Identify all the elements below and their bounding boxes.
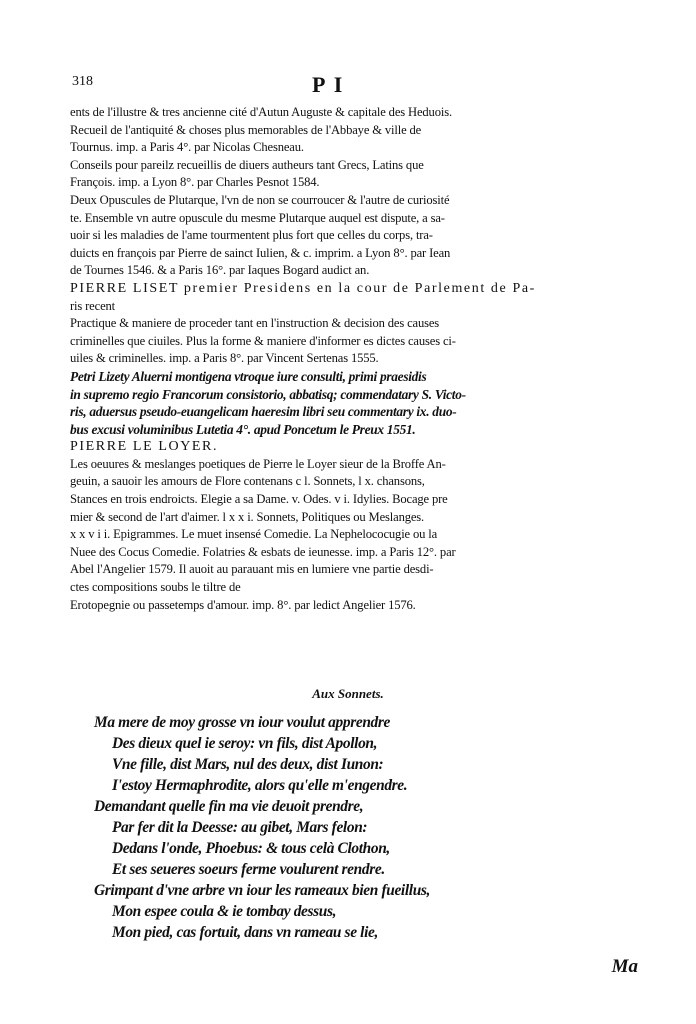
latin-line: in supremo regio Francorum consistorio, abbatisq; commendatary S. Victo- — [70, 386, 466, 402]
latin-line: Petri Lizety Aluerni montigena vtroque iure consulti, primi praesidis — [70, 368, 427, 384]
poem-title: Aux Sonnets. — [312, 686, 384, 701]
poem-line: Grimpant d'vne arbre vn iour les rameaux bien fueillus, — [94, 882, 431, 899]
latin-line: ris, aduersus pseudo-euangelicam haeresim libri seu commentary ix. duo- — [70, 404, 457, 420]
poem-line: I'estoy Hermaphrodite, alors qu'elle m'engendre. — [112, 777, 408, 794]
catchword: Ma — [611, 956, 638, 977]
poem-line: Vne fille, dist Mars, nul des deux, dist Iunon: — [112, 756, 384, 773]
poem-line: Et ses seueres soeurs ferme voulurent rendre. — [112, 861, 385, 878]
poem-block — [88, 712, 568, 943]
poem-line: Dedans l'onde, Phoebus: & tous celà Clothon, — [112, 840, 390, 857]
text-line: Stances en trois endroicts. Elegie a sa Dame. v. Odes. v i. Idylies. Bocage pre — [70, 492, 448, 507]
author-heading-liset: PIERRE LISET premier Presidens en la cour de Parlement de Pa- — [70, 280, 536, 296]
text-line: Les oeuures & meslanges poetiques de Pierre le Loyer sieur de la Broffe An- — [70, 456, 446, 471]
entry-body — [70, 104, 598, 614]
text-line: Conseils pour pareilz recueillis de diuers autheurs tant Grecs, Latins que — [70, 157, 424, 172]
text-line: Nuee des Cocus Comedie. Folatries & esbats de ieunesse. imp. a Paris 12°. par — [70, 544, 456, 559]
section-signature: P I — [312, 72, 345, 97]
text-line: ctes compositions soubs le tiltre de — [70, 580, 241, 595]
liset-entry — [70, 298, 598, 368]
text-line: ents de l'illustre & tres ancienne cité d'Autun Auguste & capitale des Heduois. — [70, 105, 452, 119]
running-header — [72, 74, 632, 100]
poem-line: Ma mere de moy grosse vn iour voulut apprendre — [94, 714, 390, 731]
poem-line: Des dieux quel ie seroy: vn fils, dist Apollon, — [112, 735, 378, 752]
page-number: 318 — [72, 74, 93, 89]
text-line: mier & second de l'art d'aimer. l x x i. Sonnets, Politiques ou Meslanges. — [70, 509, 425, 524]
text-line: Abel l'Angelier 1579. Il auoit au parauant mis en lumiere vne partie desdi- — [70, 562, 434, 577]
le-loyer-entry — [70, 456, 598, 614]
text-line: François. imp. a Lyon 8°. par Charles Pesnot 1584. — [70, 175, 320, 190]
text-line: Tournus. imp. a Paris 4°. par Nicolas Chesneau. — [70, 140, 304, 155]
text-line: Practique & maniere de proceder tant en l'instruction & decision des causes — [70, 316, 440, 331]
text-line: duicts en françois par Pierre de sainct Iulien, & c. imprim. a Lyon 8°. par Iean — [70, 245, 451, 260]
text-line: Erotopegnie ou passetemps d'amour. imp. 8°. par ledict Angelier 1576. — [70, 597, 416, 612]
latin-line: bus excusi voluminibus Lutetia 4°. apud Poncetum le Preux 1551. — [70, 421, 416, 437]
text-line: uiles & criminelles. imp. a Paris 8°. par Vincent Sertenas 1555. — [70, 351, 379, 366]
text-line: uoir si les maladies de l'ame tourmentent plus fort que celles du corps, tra- — [70, 228, 433, 243]
text-line: Recueil de l'antiquité & choses plus memorables de l'Abbaye & ville de — [70, 122, 422, 137]
text-line: ris recent — [70, 298, 116, 313]
poem-line: Par fer dit la Deesse: au gibet, Mars felon: — [112, 819, 368, 836]
author-heading-le-loyer: PIERRE LE LOYER. — [70, 439, 219, 455]
text-line: x x v i i. Epigrammes. Le muet insensé Comedie. La Nephelococugie ou la — [70, 527, 438, 542]
text-line: geuin, a sauoir les amours de Flore contenans c l. Sonnets, l x. chansons, — [70, 474, 425, 489]
poem-line: Mon espee coula & ie tombay dessus, — [112, 903, 337, 920]
text-line: de Tournes 1546. & a Paris 16°. par Iaques Bogard audict an. — [70, 263, 370, 278]
entry-paragraph — [70, 104, 598, 280]
latin-title-block — [70, 368, 598, 438]
text-line: te. Ensemble vn autre opuscule du mesme Plutarque auquel est dispute, a sa- — [70, 210, 445, 225]
text-line: Deux Opuscules de Plutarque, l'vn de non se courroucer & l'autre de curiosité — [70, 192, 450, 207]
poem-line: Demandant quelle fin ma vie deuoit prendre, — [94, 798, 364, 815]
poem-line: Mon pied, cas fortuit, dans vn rameau se lie, — [112, 924, 379, 941]
text-line: criminelles que ciuiles. Plus la forme & maniere d'informer es dictes causes ci- — [70, 333, 456, 348]
